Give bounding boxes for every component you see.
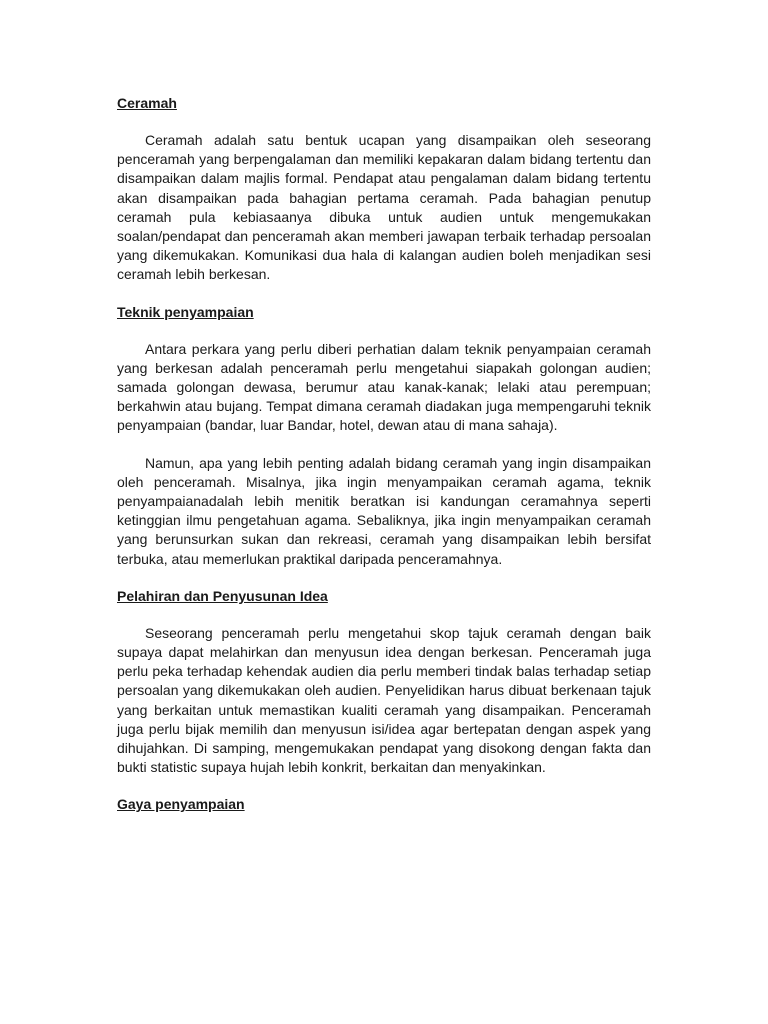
paragraph: Ceramah adalah satu bentuk ucapan yang disampaikan oleh seseorang penceramah yang berpengalaman dan memiliki kepakaran dalam bidang tertentu dan disampaikan dalam majlis formal. Pendapat atau pengalaman dalam bidang tertentu akan disampaikan pada bahagian pertama ceramah. Pada bahagian penutup ceramah pula kebiasaanya dibuka untuk audien untuk mengemukakan soalan/pendapat dan penceramah akan memberi jawapan terbaik terhadap persoalan yang dikemukakan. Komunikasi dua hala di kalangan audien boleh menjadikan sesi ceramah lebih berkesan. xyxy=(117,132,651,283)
section-heading-teknik-penyampaian: Teknik penyampaian xyxy=(117,303,254,320)
section-heading-pelahiran-dan-penyusunan-idea: Pelahiran dan Penyusunan Idea xyxy=(117,587,328,604)
spacer xyxy=(117,436,651,454)
spacer xyxy=(117,777,651,795)
spacer xyxy=(117,569,651,587)
section-heading-gaya-penyampaian: Gaya penyampaian xyxy=(117,796,245,813)
paragraph: Antara perkara yang perlu diberi perhatian dalam teknik penyampaian ceramah yang berkesan adalah penceramah perlu mengetahui siapakah golongan audien; samada golongan dewasa, berumur atau kanak-kanak; lelaki atau perempuan; berkahwin atau bujang. Tempat dimana ceramah diadakan juga mempengaruhi teknik penyampaian (bandar, luar Bandar, hotel, dewan atau di mana sahaja). xyxy=(117,340,651,434)
spacer xyxy=(117,285,651,303)
paragraph: Seseorang penceramah perlu mengetahui skop tajuk ceramah dengan baik supaya dapat melahirkan dan menyusun idea dengan berkesan. Penceramah juga perlu peka terhadap kehendak audien dia perlu memberi tindak balas terhadap setiap persoalan yang dikemukakan oleh audien. Penyelidikan harus dibuat berkenaan tajuk yang berkaitan untuk memastikan kualiti ceramah yang disampaikan. Penceramah juga perlu bijak memilih dan menyusun isi/idea agar bertepatan dengan aspek yang dihujahkan. Di samping, mengemukakan pendapat yang disokong dengan fakta dan bukti statistic supaya hujah lebih konkrit, berkaitan dan menyakinkan. xyxy=(117,624,651,776)
document-page xyxy=(117,94,651,814)
spacer xyxy=(117,113,651,131)
spacer xyxy=(117,322,651,340)
section-heading-ceramah: Ceramah xyxy=(117,95,177,111)
paragraph: Namun, apa yang lebih penting adalah bidang ceramah yang ingin disampaikan oleh penceramah. Misalnya, jika ingin menyampaikan ceramah agama, teknik penyampaianadalah lebih menitik beratkan isi kandungan ceramahnya seperti ketinggian ilmu pengetahuan agama. Sebaliknya, jika ingin menyampaikan ceramah yang berunsurkan sukan dan rekreasi, ceramah yang disampaikan lebih bersifat terbuka, atau memerlukan praktikal daripada penceramahnya. xyxy=(117,454,651,567)
spacer xyxy=(117,606,651,624)
